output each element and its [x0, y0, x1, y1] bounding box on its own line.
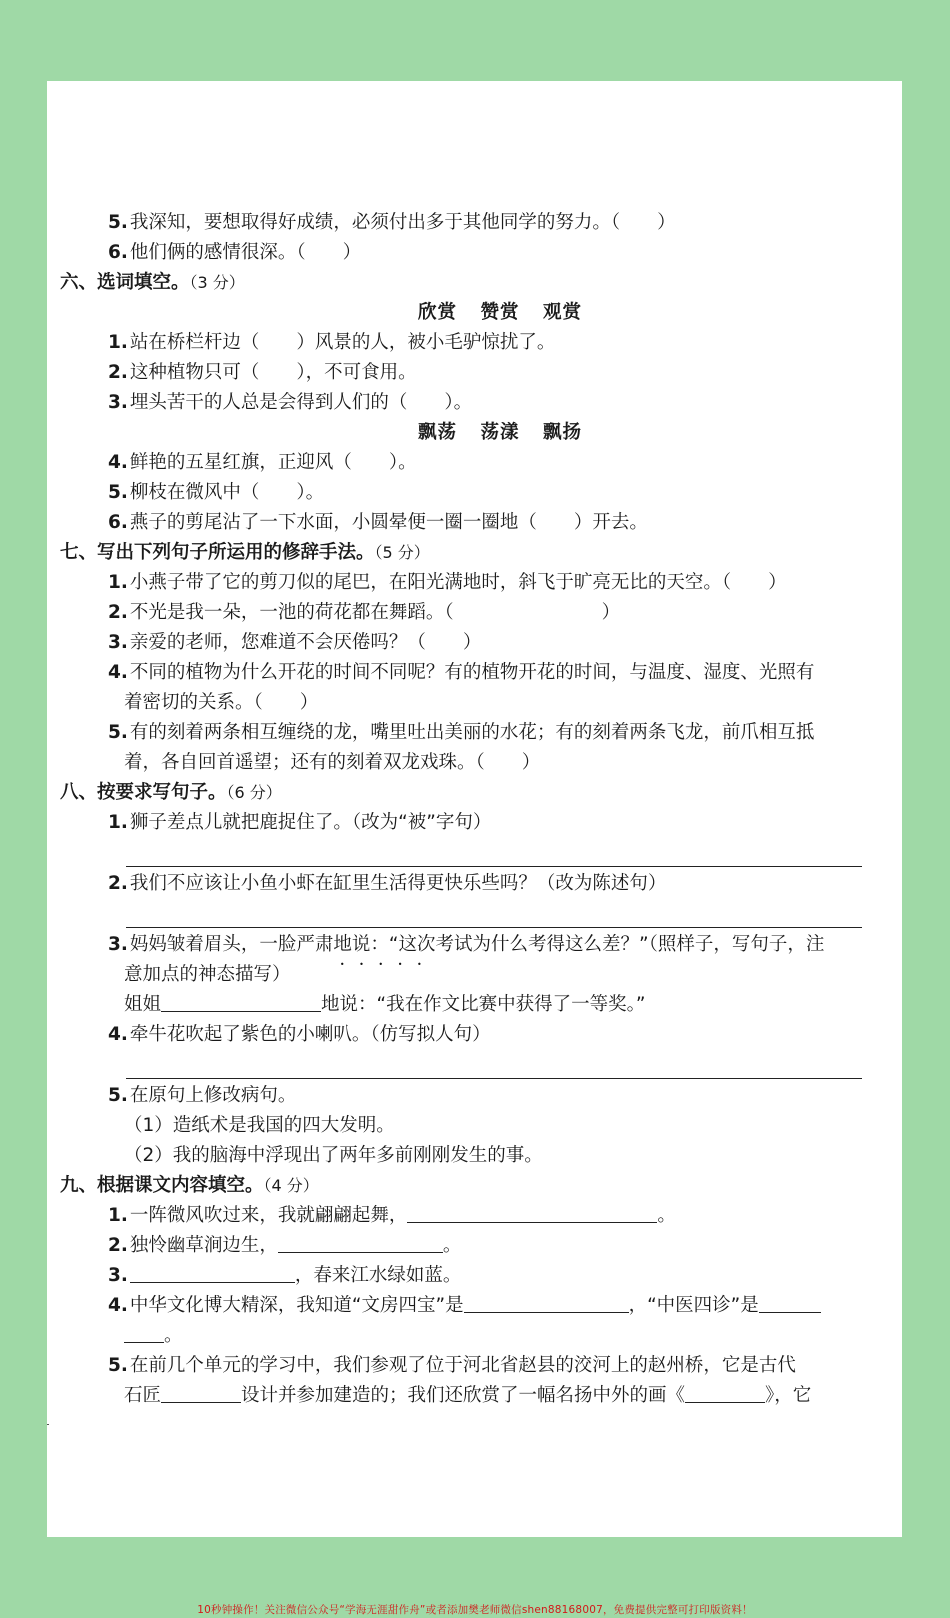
s7-q1: 1. 小燕子带了它的剪刀似的尾巴，在阳光满地时，斜飞于旷亮无比的天空。（ ） [108, 572, 787, 593]
s9-q4: 4. 中华文化博大精深，我知道“文房四宝”是 ，“中医四诊”是 [60, 1291, 860, 1321]
s9-q5-blank-a[interactable] [161, 1382, 241, 1403]
worksheet-content [60, 208, 860, 1411]
s9-q3: 3. ，春来江水绿如蓝。 [60, 1261, 860, 1291]
s7-q5: 5. 有的刻着两条相互缠绕的龙，嘴里吐出美丽的水花；有的刻着两条飞龙，前爪相互抵 [108, 722, 815, 743]
s9-q4-blank-c[interactable] [124, 1322, 164, 1343]
s5-q6: 6. 他们俩的感情很深。（ ） [108, 242, 362, 263]
s9-q5-cont: 石匠 设计并参加建造的；我们还欣赏了一幅名扬中外的画《 》，它 [60, 1381, 860, 1411]
s7-q2: 2. 不光是我一朵，一池的荷花都在舞蹈。（ ） [108, 602, 621, 623]
s6-q4: 4. 鲜艳的五星红旗，正迎风（ ）。 [108, 452, 417, 473]
s9-q3-blank[interactable] [130, 1262, 295, 1283]
section6-title: 六、选词填空。（3 分） [60, 272, 245, 293]
s7-q3: 3. 亲爱的老师，您难道不会厌倦吗？（ ） [108, 632, 482, 653]
word-bank-2: 飘荡 荡漾 飘扬 [418, 422, 582, 443]
s7-q4-cont: 着密切的关系。（ ） [124, 692, 319, 713]
s8-q3: 3. 妈妈皱着眉头，一脸严肃地说：“这次考试为什么考得这么差？”（照样子，写句子，注 • • • [60, 930, 860, 960]
s8-q1-answer-line[interactable] [126, 838, 862, 867]
s6-q6: 6. 燕子的剪尾沾了一下水面，小圆晕便一圈一圈地（ ）开去。 [108, 512, 648, 533]
s9-q1-blank[interactable] [407, 1202, 657, 1223]
word-bank-1: 欣赏 赞赏 观赏 [418, 302, 582, 323]
s6-q3: 3. 埋头苦干的人总是会得到人们的（ ）。 [108, 392, 473, 413]
s6-q2: 2. 这种植物只可（ ），不可食用。 [108, 362, 417, 383]
s5-q5: 5. 我深知，要想取得好成绩，必须付出多于其他同学的努力。（ ） [108, 212, 676, 233]
promo-footer: 10秒钟操作！关注微信公众号“学海无涯甜作舟”或者添加樊老师微信shen88168007，免费提供完整可打印版资料！ [197, 1604, 753, 1616]
s9-q1: 1. 一阵微风吹过来，我就翩翩起舞， 。 [60, 1201, 860, 1231]
margin-tick [47, 1424, 49, 1425]
s8-q2-answer-line[interactable] [126, 899, 862, 928]
s8-q3-cont: 意加点的神态描写） [124, 964, 291, 985]
s9-q5-blank-b[interactable] [685, 1382, 765, 1403]
s8-q5-2: （2）我的脑海中浮现出了两年多前刚刚发生的事。 [124, 1145, 543, 1166]
s9-q4-blank-a[interactable] [464, 1292, 629, 1313]
s7-q4: 4. 不同的植物为什么开花的时间不同呢？有的植物开花的时间，与温度、湿度、光照有 [108, 662, 815, 683]
s9-q4-blank-b[interactable] [759, 1292, 821, 1313]
s9-q5: 5. 在前几个单元的学习中，我们参观了位于河北省赵县的洨河上的赵州桥，它是古代 [108, 1355, 796, 1376]
s8-q5: 5. 在原句上修改病句。 [108, 1085, 297, 1106]
s7-q5-cont: 着，各自回首遥望；还有的刻着双龙戏珠。（ ） [124, 752, 541, 773]
section7-title: 七、写出下列句子所运用的修辞手法。（5 分） [60, 542, 430, 563]
s8-q5-1: （1）造纸术是我国的四大发明。 [124, 1115, 395, 1136]
s6-q1: 1. 站在桥栏杆边（ ）风景的人，被小毛驴惊扰了。 [108, 332, 556, 353]
s9-q2-blank[interactable] [278, 1232, 443, 1253]
s8-q2: 2. 我们不应该让小鱼小虾在缸里生活得更快乐些吗？（改为陈述句） [108, 873, 667, 894]
s9-q2: 2. 独怜幽草涧边生， 。 [60, 1231, 860, 1261]
section8-title: 八、按要求写句子。（6 分） [60, 782, 282, 803]
s8-q3-fill: 姐姐 地说：“我在作文比赛中获得了一等奖。” [60, 990, 860, 1020]
s6-q5: 5. 柳枝在微风中（ ）。 [108, 482, 325, 503]
section9-title: 九、根据课文内容填空。（4 分） [60, 1175, 319, 1196]
s9-q4-cont: 。 [60, 1321, 860, 1351]
s8-q1: 1. 狮子差点儿就把鹿捉住了。（改为“被”字句） [108, 812, 492, 833]
s8-q3-blank[interactable] [161, 991, 321, 1012]
s8-q4-answer-line[interactable] [126, 1050, 862, 1079]
s8-q4: 4. 牵牛花吹起了紫色的小喇叭。（仿写拟人句） [108, 1024, 491, 1045]
